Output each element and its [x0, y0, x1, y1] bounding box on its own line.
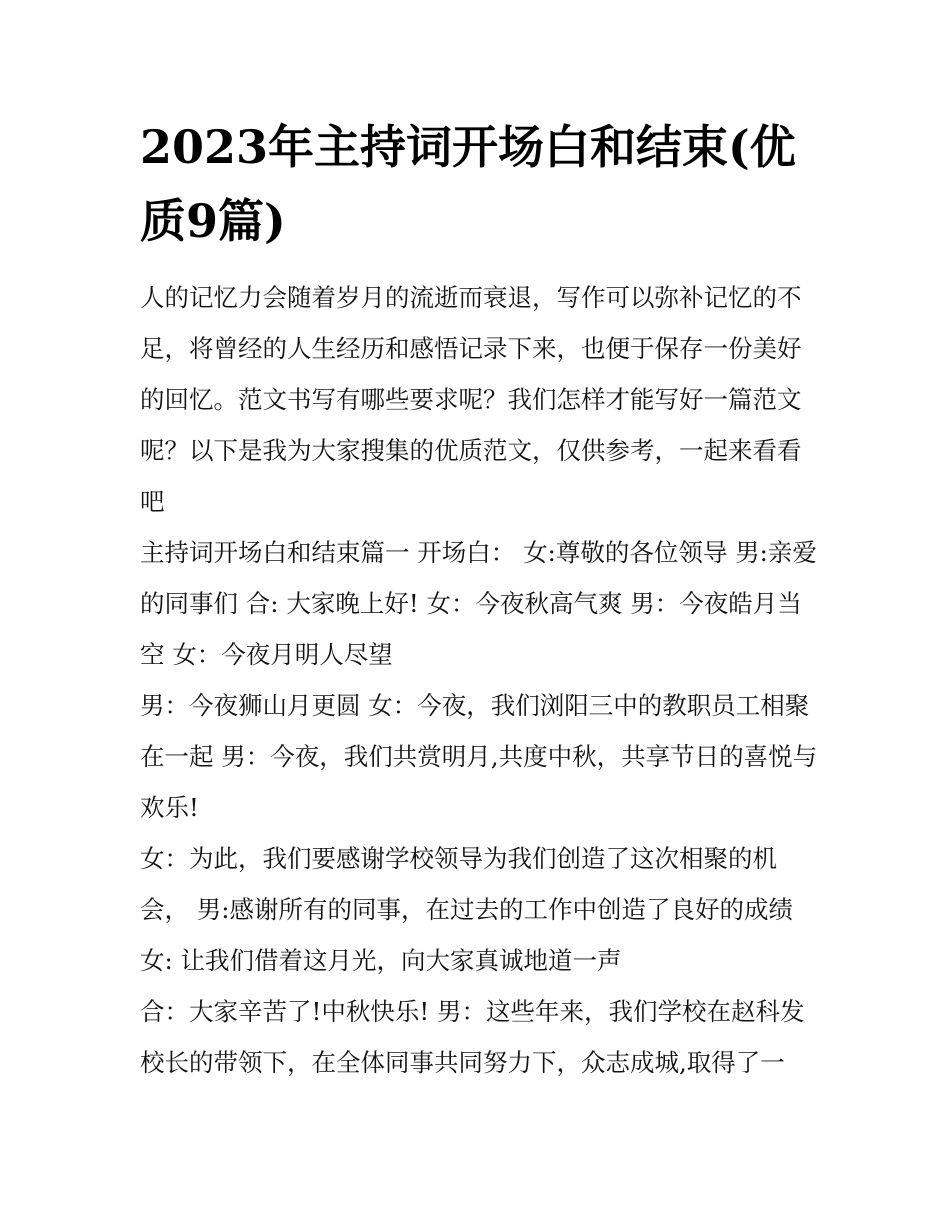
body-paragraph: 女：为此，我们要感谢学校领导为我们创造了这次相聚的机会， 男:感谢所有的同事，在过去的工作中创造了良好的成绩 女: 让我们借着这月光，向大家真诚地道一声	[140, 844, 794, 975]
intro-paragraph: 人的记忆力会随着岁月的流逝而衰退，写作可以弥补记忆的不足，将曾经的人生经历和感悟记录下来，也便于保存一份美好的回忆。范文书写有哪些要求呢？我们怎样才能写好一篇范文呢？以下是我为大家搜集的优质范文，仅供参考，一起来看看吧	[140, 283, 802, 516]
body-paragraph: 男：今夜狮山月更圆 女：今夜，我们浏阳三中的教职员工相聚在一起 男：今夜，我们共赏明月,共度中秋，共享节日的喜悦与欢乐!	[140, 691, 818, 822]
body-paragraph: 合：大家辛苦了!中秋快乐! 男：这些年来，我们学校在赵科发校长的带领下，在全体同事共同努力下，众志成城,取得了一	[140, 997, 805, 1077]
body-paragraph: 主持词开场白和结束篇一 开场白： 女:尊敬的各位领导 男:亲爱的同事们 合: 大家晚上好! 女：今夜秋高气爽 男：今夜皓月当空 女：今夜月明人尽望	[140, 538, 817, 669]
document-body	[140, 272, 820, 1088]
document-title: 2023年主持词开场白和结束(优质9篇)	[140, 120, 796, 248]
